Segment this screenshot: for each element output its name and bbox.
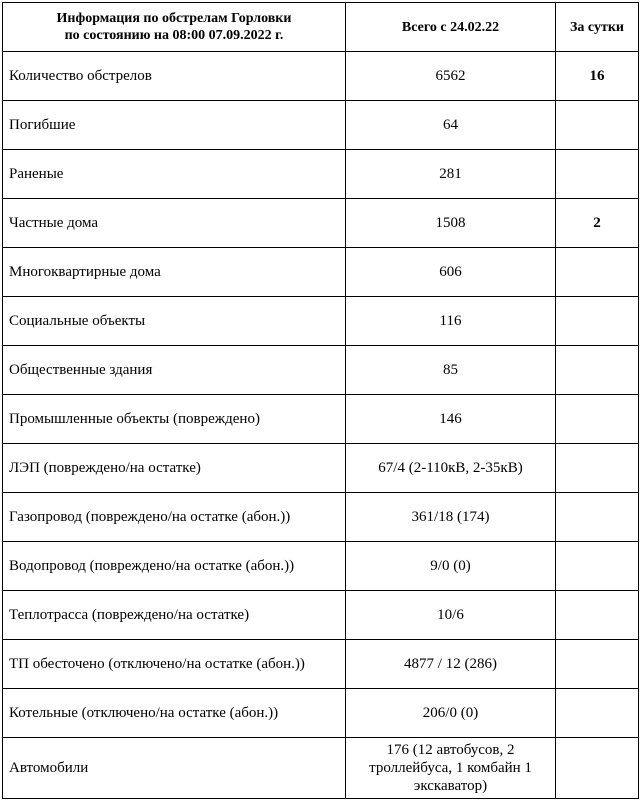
row-label: Общественные здания: [3, 346, 346, 395]
row-label: Многоквартирные дома: [3, 248, 346, 297]
row-label: Частные дома: [3, 199, 346, 248]
row-day: [556, 297, 639, 346]
table-row: [3, 640, 639, 689]
table-row: [3, 248, 639, 297]
row-total: 4877 / 12 (286): [346, 640, 556, 689]
row-label: Газопровод (повреждено/на остатке (абон.)): [3, 493, 346, 542]
table-row: [3, 738, 639, 799]
total-column-header: Всего с 24.02.22: [346, 3, 556, 52]
row-total: 64: [346, 101, 556, 150]
table-row: [3, 689, 639, 738]
row-total: 206/0 (0): [346, 689, 556, 738]
row-label: Водопровод (повреждено/на остатке (абон.)): [3, 542, 346, 591]
table-header-row: [3, 3, 639, 52]
table-row: [3, 444, 639, 493]
row-total: 146: [346, 395, 556, 444]
row-label: Количество обстрелов: [3, 52, 346, 101]
table-row: [3, 101, 639, 150]
table-title-line2: по состоянию на 08:00 07.09.2022 г.: [64, 28, 284, 43]
row-total: 1508: [346, 199, 556, 248]
table-row: [3, 591, 639, 640]
table-row: [3, 297, 639, 346]
row-day: [556, 738, 639, 799]
row-day: 2: [556, 199, 639, 248]
row-day: [556, 640, 639, 689]
table-row: [3, 199, 639, 248]
row-day: [556, 444, 639, 493]
row-day: [556, 150, 639, 199]
row-label: Раненые: [3, 150, 346, 199]
table-row: [3, 346, 639, 395]
row-day: [556, 101, 639, 150]
row-total: 85: [346, 346, 556, 395]
row-label: Котельные (отключено/на остатке (абон.)): [3, 689, 346, 738]
table-title-cell: [3, 3, 346, 52]
row-day: [556, 493, 639, 542]
row-label: Теплотрасса (повреждено/на остатке): [3, 591, 346, 640]
table-title-line1: Информация по обстрелам Горловки: [56, 11, 292, 26]
row-total: 67/4 (2-110кВ, 2-35кВ): [346, 444, 556, 493]
row-label: ЛЭП (повреждено/на остатке): [3, 444, 346, 493]
table-row: [3, 493, 639, 542]
row-day: [556, 395, 639, 444]
shelling-info-table: [2, 2, 639, 799]
row-total: 176 (12 автобусов, 2 троллейбуса, 1 комбайн 1 экскаватор): [346, 738, 556, 799]
row-total: 281: [346, 150, 556, 199]
row-label: Социальные объекты: [3, 297, 346, 346]
row-total: 9/0 (0): [346, 542, 556, 591]
row-day: [556, 542, 639, 591]
row-label: Автомобили: [3, 738, 346, 799]
row-total: 116: [346, 297, 556, 346]
row-day: [556, 248, 639, 297]
row-day: 16: [556, 52, 639, 101]
row-day: [556, 591, 639, 640]
row-label: Погибшие: [3, 101, 346, 150]
row-total: 6562: [346, 52, 556, 101]
row-total: 606: [346, 248, 556, 297]
table-row: [3, 150, 639, 199]
day-column-header: За сутки: [556, 3, 639, 52]
table-row: [3, 542, 639, 591]
row-label: ТП обесточено (отключено/на остатке (абон.)): [3, 640, 346, 689]
row-day: [556, 346, 639, 395]
table-row: [3, 395, 639, 444]
row-total: 10/6: [346, 591, 556, 640]
row-total: 361/18 (174): [346, 493, 556, 542]
row-day: [556, 689, 639, 738]
table-row: [3, 52, 639, 101]
row-label: Промышленные объекты (повреждено): [3, 395, 346, 444]
